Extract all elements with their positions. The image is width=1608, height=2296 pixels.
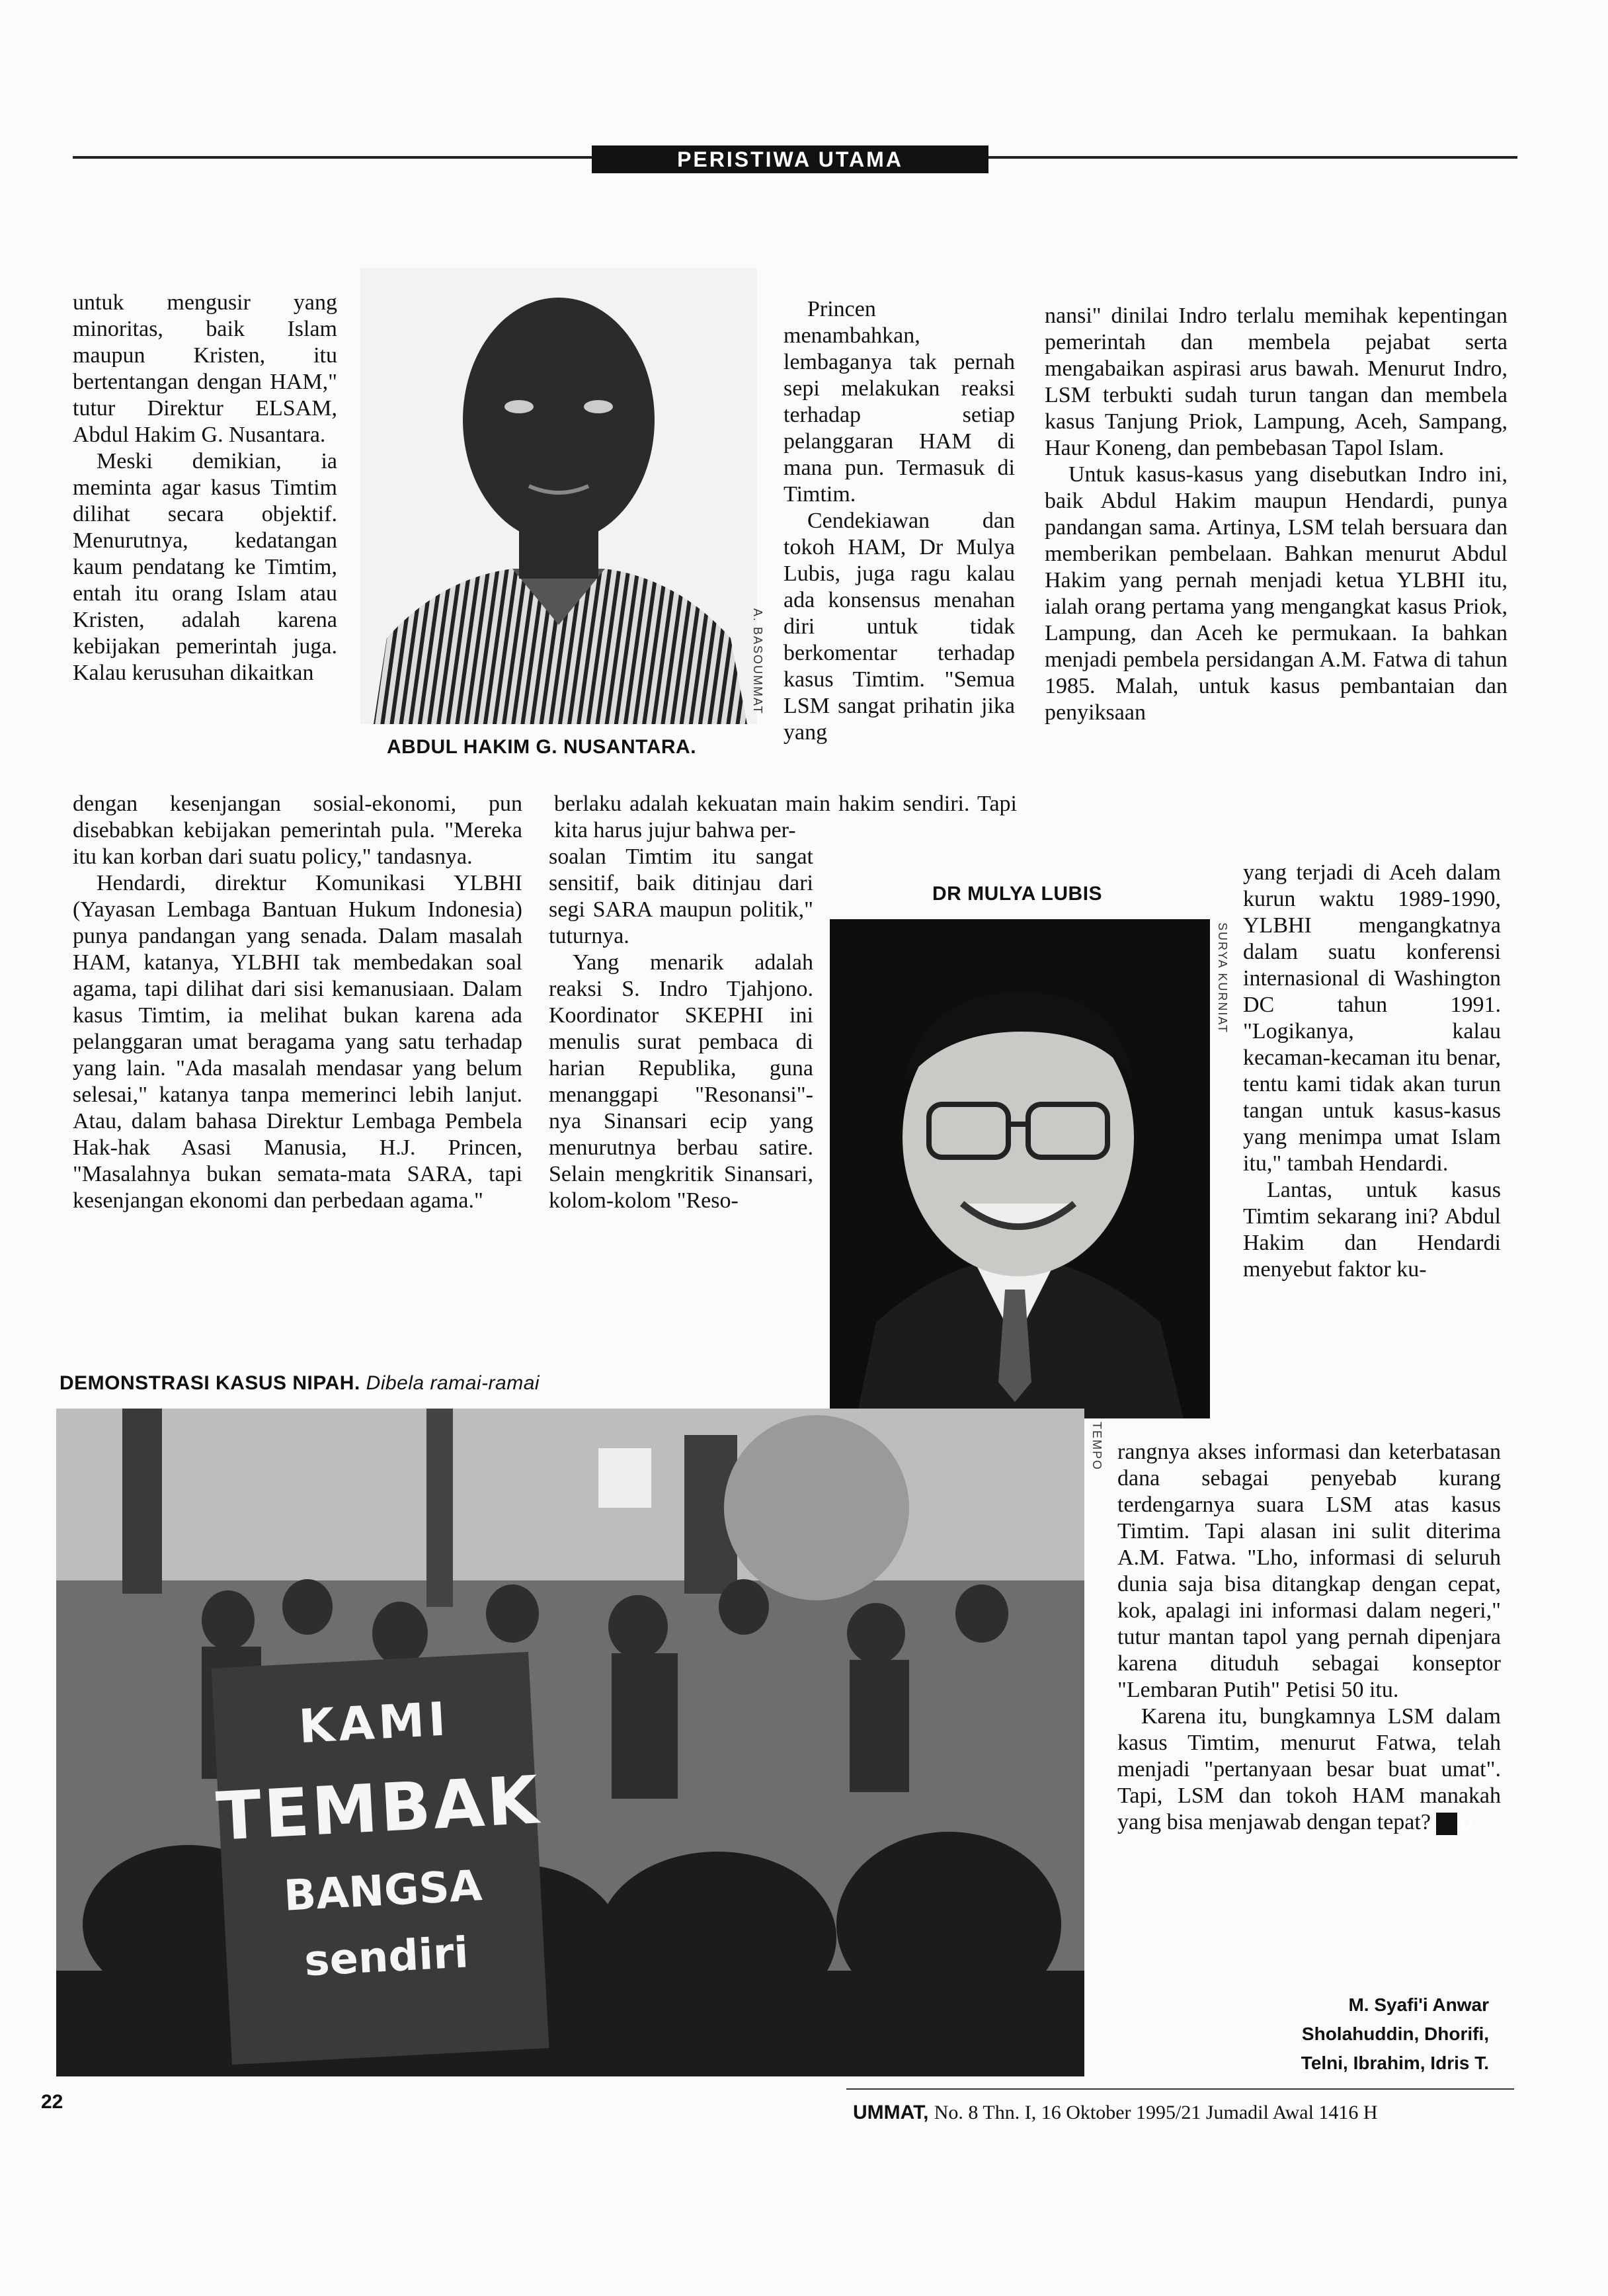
paragraph: untuk mengusir yang minoritas, baik Islam maupun Kristen, itu bertentangan dengan HAM," tutur Direktur ELSAM, Abdul Hakim G. Nusantara. (73, 290, 337, 447)
photo-credit-hakim: A. BASOUMMAT (751, 608, 764, 715)
column-2-top (784, 296, 1015, 746)
paragraph: soalan Timtim itu sangat sensitif, baik ditinjau dari segi SARA maupun politik," tuturnya. (549, 844, 813, 948)
paragraph: Hendardi, direktur Komunikasi YLBHI (Yayasan Lembaga Bantuan Hukum Indonesia) punya pandangan yang senada. Dalam masalah HAM, katanya, YLBHI tak membedakan soal agama, tapi dilihat dari sisi kemanusiaan. Dalam kasus Timtim, ia melihat bukan karena ada pelanggaran umat beragama yang satu terhadap yang lain. "Ada masalah mendasar yang belum selesai," katanya tanpa memerinci lebih lanjut. Atau, dalam bahasa Direktur Lembaga Pembela Hak-hak Asasi Manusia, H.J. Princen, "Masalahnya bukan semata-mata SARA, tapi kesenjangan ekonomi dan perbedaan agama." (73, 871, 522, 1213)
byline-line: Sholahuddin, Dhorifi, (1301, 2024, 1489, 2044)
column-3-bottom (1117, 1439, 1501, 1836)
paragraph: dengan kesenjangan sosial-ekonomi, pun disebabkan kebijakan pemerintah pula. "Mereka itu kan korban dari suatu policy," tandasnya. (73, 792, 522, 869)
caption-hakim: ABDUL HAKIM G. NUSANTARA. (387, 736, 697, 758)
caption-mulya: DR MULYA LUBIS (932, 883, 1103, 905)
paragraph: Princen menambahkan, lembaganya tak pernah sepi melakukan reaksi terhadap setiap pelanggaran HAM di mana pun. Termasuk di Timtim. (784, 297, 1015, 507)
column-2-bottom (549, 844, 813, 1214)
sign-line-2: TEMBAK (214, 1761, 543, 1856)
column-2-mid: berlaku adalah kekuatan main hakim sendiri. Tapi kita harus jujur bahwa per- (554, 792, 1017, 842)
photo-credit-mulya: SURYA KURNIAT (1216, 922, 1229, 1034)
footer-issue-text: No. 8 Thn. I, 16 Oktober 1995/21 Jumadil Awal 1416 H (934, 2102, 1378, 2123)
caption-demo (60, 1372, 540, 1395)
byline-line: Telni, Ibrahim, Idris T. (1301, 2053, 1489, 2073)
photo-credit-demo: TEMPO (1090, 1422, 1104, 1471)
paragraph-text: Karena itu, bungkamnya LSM dalam kasus Timtim, menurut Fatwa, telah menjadi "pertanyaan besar buat umat". Tapi, LSM dan tokoh HAM manakah yang bisa menjawab dengan tepat? (1117, 1704, 1501, 1834)
sign-line-3: BANGSA sendiri (282, 1862, 483, 1987)
protest-sign-text (200, 1678, 559, 2000)
column-3-top (1045, 303, 1508, 726)
paragraph: Untuk kasus-kasus yang disebutkan Indro ini, baik Abdul Hakim maupun Hendardi, punya pandangan sama. Artinya, LSM telah bersuara dan memberikan pembelaan. Bahkan menurut Abdul Hakim yang pernah menjadi ketua YLBHI itu, ialah orang pertama yang mengangkat kasus Priok, Lampung, dan Aceh ke permukaan. Ia bahkan menjadi pembela persidangan A.M. Fatwa di tahun 1985. Malah, untuk kasus pembantaian dan penyiksaan (1045, 462, 1508, 725)
end-mark-icon: U (1436, 1813, 1457, 1835)
column-1-top (73, 290, 337, 686)
paragraph: yang terjadi di Aceh dalam kurun waktu 1989-1990, YLBHI mengangkatnya dalam suatu konferensi internasional di Washington DC tahun 1991. "Logikanya, kalau kecaman-kecaman itu benar, tentu kami tidak akan turun tangan untuk kasus-kasus yang menimpa umat Islam itu," tambah Hendardi. (1243, 860, 1501, 1176)
paragraph: Meski demikian, ia meminta agar kasus Timtim dilihat secara objektif. Menurutnya, kedatangan kaum pendatang ke Timtim, entah itu orang Islam atau Kristen, adalah karena kebijakan pemerintah juga. Kalau kerusuhan dikaitkan (73, 449, 337, 685)
paragraph: Lantas, untuk kasus Timtim sekarang ini? Abdul Hakim dan Hendardi menyebut faktor ku- (1243, 1178, 1501, 1282)
sign-line-1: KAMI (297, 1692, 451, 1754)
header-rule-right (988, 156, 1517, 159)
byline-line: M. Syafi'i Anwar (1348, 1994, 1489, 2015)
paragraph (1117, 1703, 1501, 1836)
page-number: 22 (41, 2091, 63, 2113)
footer-issue (853, 2102, 1378, 2124)
photo-demonstration (56, 1409, 1084, 2076)
paragraph: Yang menarik adalah reaksi S. Indro Tjahjono. Koordinator SKEPHI ini menulis surat pembaca di harian Republika, guna menanggapi "Resonansi"-nya Sinansari ecip yang menurutnya berbau satire. Selain mengkritik Sinansari, kolom-kolom "Reso- (549, 950, 813, 1213)
paragraph: nansi" dinilai Indro terlalu memihak kepentingan pemerintah dan membela pejabat serta mengabaikan aspirasi arus bawah. Menurut Indro, LSM terbukti sudah turun tangan dan membela kasus Tanjung Priok, Lampung, Aceh, Sampang, Haur Koneng, dan pembebasan Tapol Islam. (1045, 304, 1508, 460)
photo-mulya-lubis (830, 919, 1210, 1418)
paragraph: rangnya akses informasi dan keterbatasan dana sebagai penyebab kurang terdengarnya suara LSM atas kasus Timtim. Tapi alasan ini sulit diterima A.M. Fatwa. "Lho, informasi di seluruh dunia saja bisa ditangkap dengan cepat, kok, apalagi ini informasi dalam negeri," tutur mantan tapol yang pernah dipenjara karena dituduh sebagai konseptor "Lembaran Putih" Petisi 50 itu. (1117, 1440, 1501, 1702)
portrait-illustration (360, 268, 757, 724)
paragraph: Cendekiawan dan tokoh HAM, Dr Mulya Lubis, juga ragu kalau ada konsensus menahan diri untuk tidak berkomentar terhadap kasus Timtim. "Semua LSM sangat prihatin jika yang (784, 509, 1015, 745)
byline (1301, 1990, 1489, 2078)
footer-rule (846, 2088, 1514, 2090)
header-rule-left (73, 156, 592, 159)
column-1-bottom (73, 791, 522, 1214)
caption-demo-italic: Dibela ramai-ramai (366, 1372, 540, 1394)
footer-magazine: UMMAT, (853, 2102, 929, 2123)
photo-abdul-hakim (360, 268, 757, 724)
caption-demo-bold: DEMONSTRASI KASUS NIPAH. (60, 1372, 360, 1394)
section-header: PERISTIWA UTAMA (592, 145, 988, 173)
column-3-narrow (1243, 860, 1501, 1283)
portrait-illustration (830, 919, 1210, 1418)
